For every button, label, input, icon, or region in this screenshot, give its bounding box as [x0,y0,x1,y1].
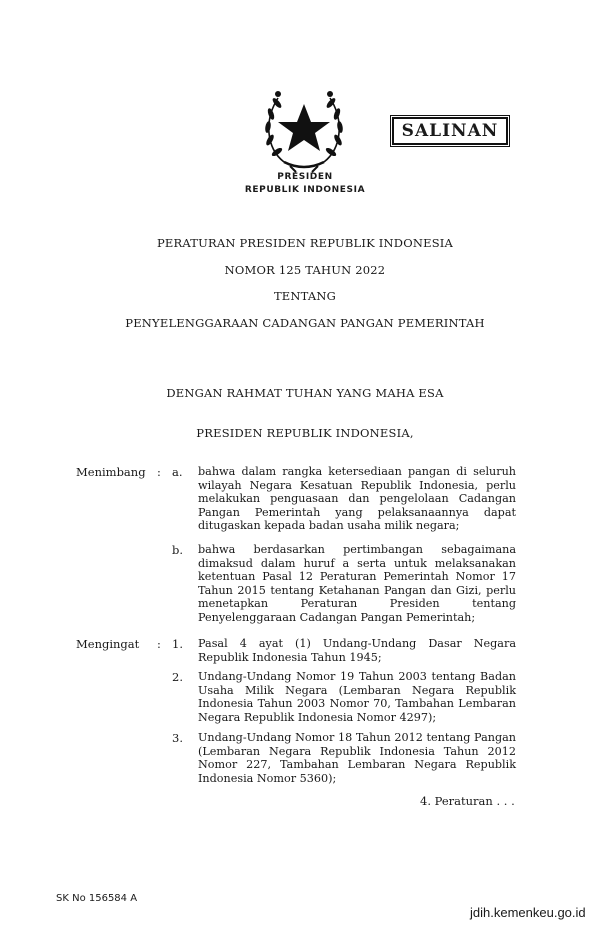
preamble-line: DENGAN RAHMAT TUHAN YANG MAHA ESA [166,386,444,400]
regulation-tentang: TENTANG [273,289,337,303]
menimbang-marker-a: a. [172,465,183,479]
mengingat-marker-3: 3. [172,731,183,745]
menimbang-colon: : [157,465,161,479]
regulation-subject: PENYELENGGARAAN CADANGAN PANGAN PEMERINTAH [125,316,485,330]
source-url: jdih.kemenkeu.go.id [470,905,586,920]
menimbang-marker-b: b. [172,543,184,557]
mengingat-colon: : [157,637,161,651]
sk-number: SK No 156584 A [56,893,138,904]
salinan-stamp-text: SALINAN [401,121,499,141]
continuation-marker: 4. Peraturan . . . [420,794,515,808]
president-heading-line2: REPUBLIK INDONESIA [244,185,366,195]
regulation-number: NOMOR 125 TAHUN 2022 [224,263,386,277]
mengingat-item-1: Pasal 4 ayat (1) Undang-Undang Dasar Negara Republik Indonesia Tahun 1945; [198,637,516,664]
mengingat-label: Mengingat [76,637,140,651]
menimbang-item-a: bahwa dalam rangka ketersediaan pangan di seluruh wilayah Negara Kesatuan Republik Indonesia, perlu melakukan penguasaan dan pengelolaan Cadangan Pangan Pemerintah yang pelaksanaannya dapat ditugaskan kepada badan usaha milik negara; [198,465,516,532]
menimbang-label: Menimbang [76,465,146,479]
preamble-president: PRESIDEN REPUBLIK INDONESIA, [196,426,414,440]
menimbang-item-b: bahwa berdasarkan pertimbangan sebagaimana dimaksud dalam huruf a serta untuk melaksanakan ketentuan Pasal 12 Peraturan Pemerintah Nomor 17 Tahun 2015 tentang Ketahanan Pangan dan Gizi, perlu menetapkan Peraturan Presiden tentang Penyelenggaraan Cadangan Pangan Pemerintah; [198,543,516,624]
garuda-emblem-icon [256,82,352,176]
salinan-stamp [392,117,508,145]
mengingat-marker-2: 2. [172,670,183,684]
mengingat-item-3: Undang-Undang Nomor 18 Tahun 2012 tentang Pangan (Lembaran Negara Republik Indonesia Tahun 2012 Nomor 227, Tambahan Lembaran Negara Republik Indonesia Nomor 5360); [198,731,516,785]
mengingat-item-2: Undang-Undang Nomor 19 Tahun 2003 tentang Badan Usaha Milik Negara (Lembaran Negara Republik Indonesia Tahun 2003 Nomor 70, Tambahan Lembaran Negara Republik Indonesia Nomor 4297); [198,670,516,724]
president-heading-line1: PRESIDEN [277,172,333,182]
regulation-title: PERATURAN PRESIDEN REPUBLIK INDONESIA [156,236,454,250]
mengingat-marker-1: 1. [172,637,183,651]
